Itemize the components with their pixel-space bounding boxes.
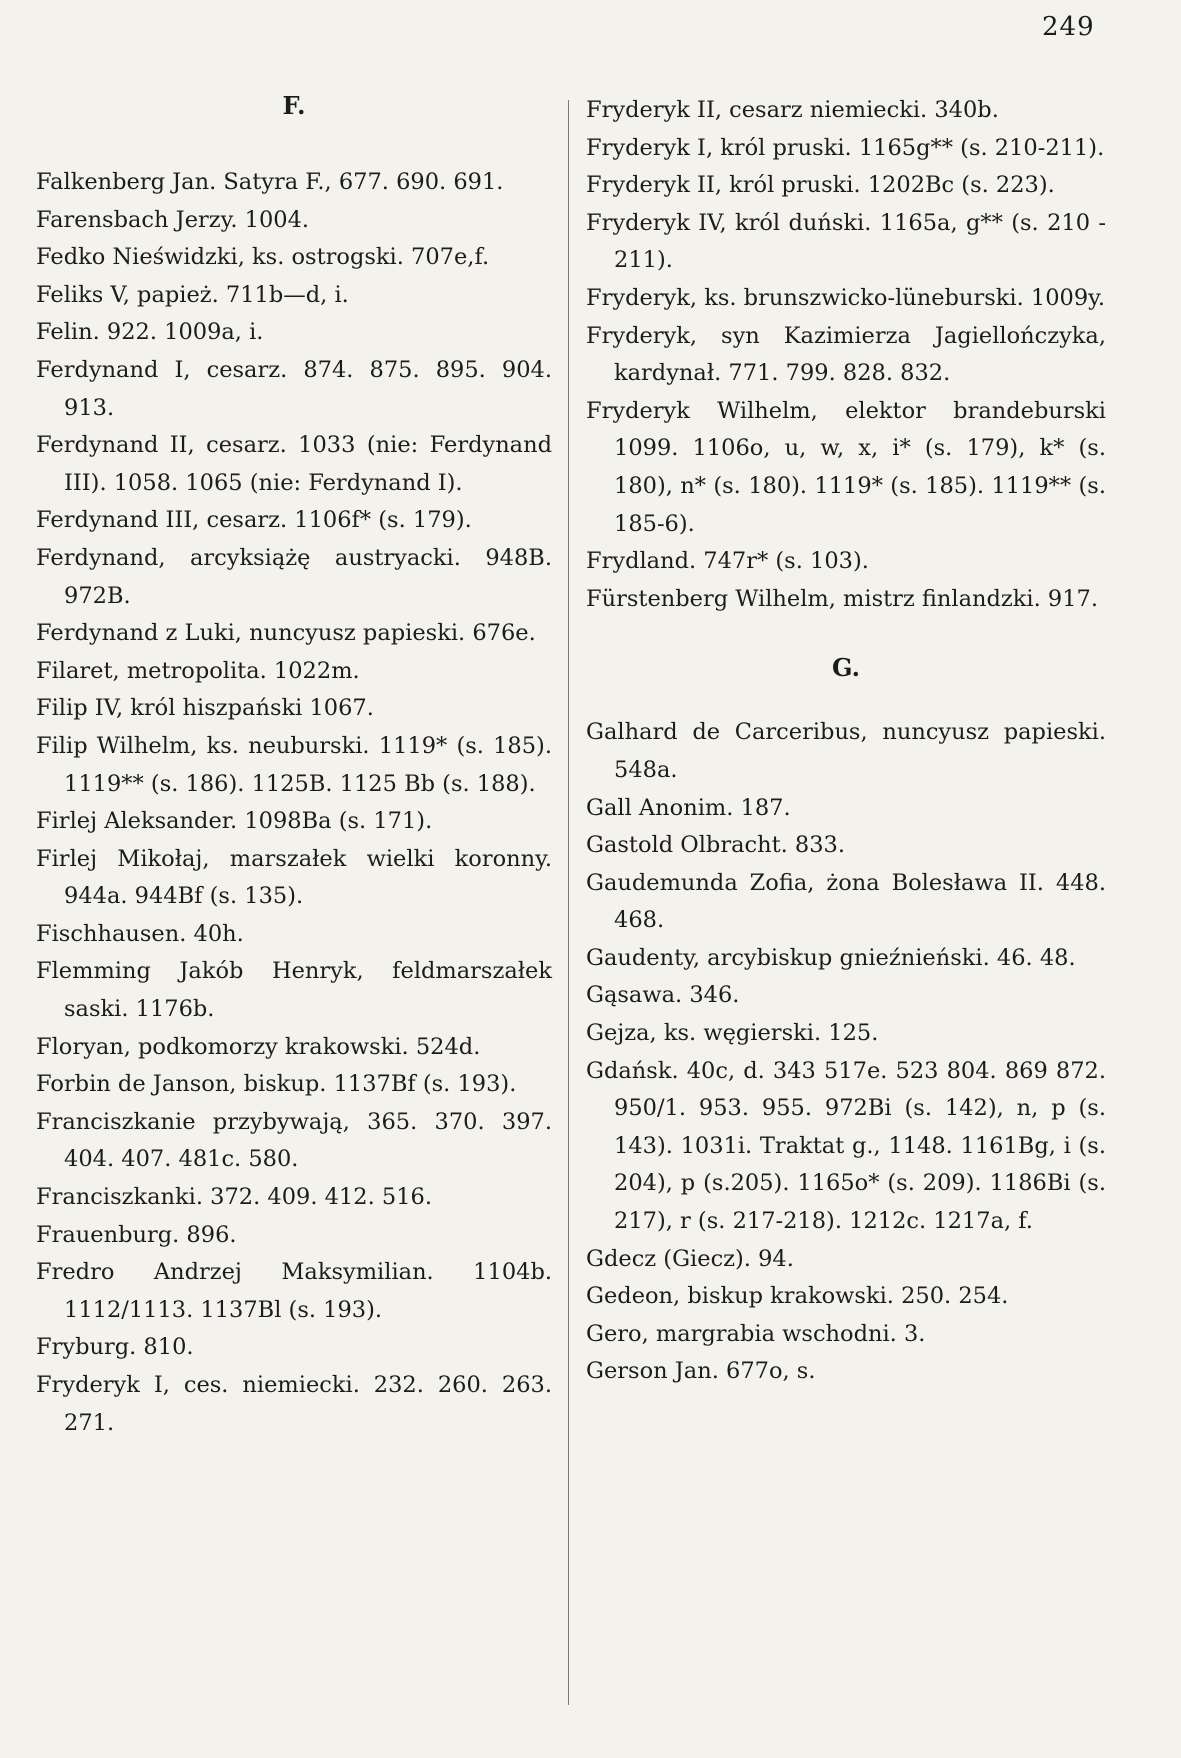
index-entry: Gaudemunda Zofia, żona Bolesława II. 448. 468. xyxy=(586,869,1106,934)
index-entry: Fredro Andrzej Maksymilian. 1104b. 1112/1113. 1137Bl (s. 193). xyxy=(36,1259,552,1323)
index-entry: Filip Wilhelm, ks. neuburski. 1119* (s. 185). 1119** (s. 186). 1125B. 1125 Bb (s. 188). xyxy=(36,732,552,797)
left-column xyxy=(36,92,552,1442)
left-entry-list xyxy=(36,164,552,1442)
section-heading-f: F. xyxy=(282,91,306,120)
index-entry: Frauenburg. 896. xyxy=(36,1221,237,1248)
index-entry: Fedko Nieświdzki, ks. ostrogski. 707e,f. xyxy=(36,244,490,271)
index-entry: Ferdynand II, cesarz. 1033 (nie: Ferdynand III). 1058. 1065 (nie: Ferdynand I). xyxy=(36,432,552,496)
index-entry: Fürstenberg Wilhelm, mistrz finlandzki. 917. xyxy=(586,585,1099,612)
index-entry: Felin. 922. 1009a, i. xyxy=(36,319,264,346)
index-entry: Gall Anonim. 187. xyxy=(586,794,791,821)
index-entry: Farensbach Jerzy. 1004. xyxy=(36,206,310,233)
index-entry: Floryan, podkomorzy krakowski. 524d. xyxy=(36,1033,481,1060)
index-entry: Fryburg. 810. xyxy=(36,1334,194,1361)
right-column xyxy=(586,92,1106,1391)
index-entry: Gdecz (Giecz). 94. xyxy=(586,1245,794,1272)
index-entry: Firlej Mikołaj, marszałek wielki koronny. 944a. 944Bf (s. 135). xyxy=(36,845,552,910)
index-entry: Gejza, ks. węgierski. 125. xyxy=(586,1020,879,1047)
right-entry-list-f xyxy=(586,92,1106,618)
index-entry: Fryderyk I, ces. niemiecki. 232. 260. 263. 271. xyxy=(36,1372,552,1436)
index-entry: Fryderyk IV, król duński. 1165a, g** (s. 210 - 211). xyxy=(586,209,1106,274)
index-entry: Gerson Jan. 677o, s. xyxy=(586,1358,816,1385)
index-entry: Frydland. 747r* (s. 103). xyxy=(586,548,869,575)
index-entry: Fryderyk II, król pruski. 1202Bc (s. 223). xyxy=(586,172,1055,199)
index-entry: Gero, margrabia wschodni. 3. xyxy=(586,1320,926,1347)
index-entry: Fryderyk I, król pruski. 1165g** (s. 210-211). xyxy=(586,134,1105,161)
index-entry: Flemming Jakób Henryk, feldmarszałek saski. 1176b. xyxy=(36,958,552,1023)
index-entry: Fryderyk, ks. brunszwicko-lüneburski. 1009y. xyxy=(586,284,1106,311)
right-entry-list-g xyxy=(586,714,1106,1391)
index-entry: Firlej Aleksander. 1098Ba (s. 171). xyxy=(36,808,433,835)
column-divider xyxy=(568,100,569,1705)
index-entry: Gdańsk. 40c, d. 343 517e. 523 804. 869 872. 950/1. 953. 955. 972Bi (s. 142), n, p (s. 143). 1031i. Traktat g., 1148. 1161Bg, i (s. 204), p (s.205). 1165o* (s. 209). 1186Bi (s. 217), r (s. 217-218). 1212c. 1217a, f. xyxy=(586,1057,1106,1235)
index-entry: Gaudenty, arcybiskup gnieźnieński. 46. 48. xyxy=(586,944,1076,971)
index-entry: Forbin de Janson, biskup. 1137Bf (s. 193). xyxy=(36,1071,517,1098)
index-entry: Ferdynand z Luki, nuncyusz papieski. 676e. xyxy=(36,620,536,647)
index-entry: Filip IV, król hiszpański 1067. xyxy=(36,695,374,722)
page-number: 249 xyxy=(1042,12,1095,42)
index-entry: Ferdynand III, cesarz. 1106f* (s. 179). xyxy=(36,507,472,534)
index-entry: Galhard de Carceribus, nuncyusz papieski. 548a. xyxy=(586,719,1106,783)
index-entry: Fryderyk Wilhelm, elektor brandeburski 1099. 1106o, u, w, x, i* (s. 179), k* (s. 180), n* (s. 180). 1119* (s. 185). 1119** (s. 185-6). xyxy=(586,397,1106,537)
index-entry: Gąsawa. 346. xyxy=(586,982,740,1009)
index-entry: Filaret, metropolita. 1022m. xyxy=(36,657,360,684)
index-entry: Ferdynand I, cesarz. 874. 875. 895. 904. 913. xyxy=(36,356,552,421)
index-entry: Gastold Olbracht. 833. xyxy=(586,832,846,859)
index-entry: Franciszkanki. 372. 409. 412. 516. xyxy=(36,1184,432,1211)
section-heading-g: G. xyxy=(832,653,860,683)
index-entry: Fischhausen. 40h. xyxy=(36,920,244,947)
index-entry: Fryderyk, syn Kazimierza Jagiellończyka, kardynał. 771. 799. 828. 832. xyxy=(586,322,1106,387)
index-entry: Feliks V, papież. 711b—d, i. xyxy=(36,281,349,308)
index-entry: Gedeon, biskup krakowski. 250. 254. xyxy=(586,1283,1009,1310)
index-entry: Franciszkanie przybywają, 365. 370. 397. 404. 407. 481c. 580. xyxy=(36,1108,552,1173)
index-entry: Ferdynand, arcyksiążę austryacki. 948B. 972B. xyxy=(36,544,552,609)
index-entry: Fryderyk II, cesarz niemiecki. 340b. xyxy=(586,97,999,123)
index-entry: Falkenberg Jan. Satyra F., 677. 690. 691. xyxy=(36,169,504,195)
